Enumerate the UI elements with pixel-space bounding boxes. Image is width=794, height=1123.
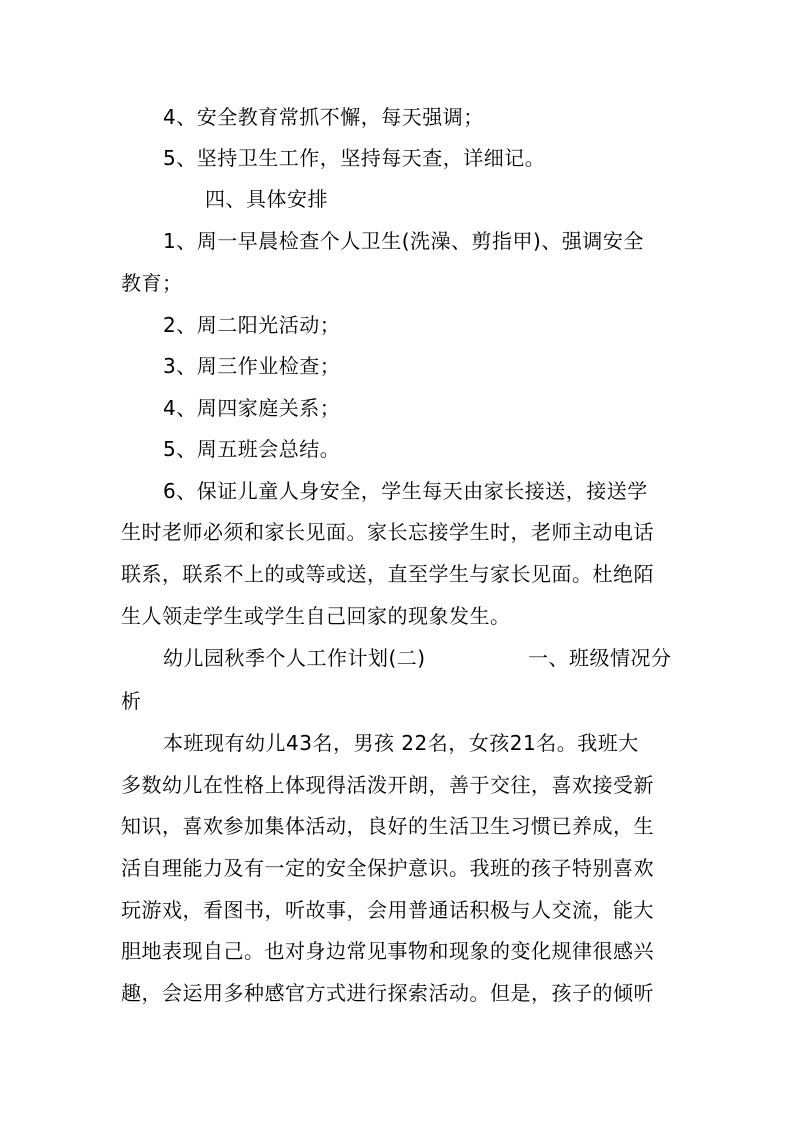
section-heading: 四、具体安排 bbox=[205, 187, 328, 211]
text-line: 4、安全教育常抓不懈，每天强调； bbox=[163, 105, 484, 129]
text-line: 5、周五班会总结。 bbox=[163, 437, 341, 461]
text-line: 教育； bbox=[121, 271, 183, 295]
document-title: 幼儿园秋季个人工作计划(二) bbox=[163, 646, 426, 670]
text-line: 胆地表现自己。也对身边常见事物和现象的变化规律很感兴 bbox=[121, 939, 654, 963]
text-line: 趣，会运用多种感官方式进行探索活动。但是，孩子的倾听 bbox=[121, 981, 654, 1005]
text-line: 多数幼儿在性格上体现得活泼开朗，善于交往，喜欢接受新 bbox=[121, 773, 654, 797]
text-line: 生时老师必须和家长见面。家长忘接学生时，老师主动电话 bbox=[121, 520, 654, 544]
section-heading: 一、班级情况分 bbox=[528, 646, 672, 670]
text-line: 6、保证儿童人身安全，学生每天由家长接送，接送学 bbox=[163, 479, 648, 503]
text-line: 本班现有幼儿43名，男孩 22名，女孩21名。我班大 bbox=[163, 731, 639, 755]
text-line: 活自理能力及有一定的安全保护意识。我班的孩子特别喜欢 bbox=[121, 856, 654, 880]
text-line: 玩游戏，看图书，听故事，会用普通话积极与人交流，能大 bbox=[121, 898, 654, 922]
text-line: 联系，联系不上的或等或送，直至学生与家长见面。杜绝陌 bbox=[121, 562, 654, 586]
text-line: 知识，喜欢参加集体活动，良好的生活卫生习惯已养成，生 bbox=[121, 814, 654, 838]
text-line: 析 bbox=[121, 689, 142, 713]
text-line: 5、坚持卫生工作，坚持每天查，详细记。 bbox=[163, 146, 546, 170]
text-line: 生人领走学生或学生自己回家的现象发生。 bbox=[121, 604, 511, 628]
text-line: 4、周四家庭关系； bbox=[163, 396, 341, 420]
text-line: 1、周一早晨检查个人卫生(洗澡、剪指甲)、强调安全 bbox=[163, 229, 644, 253]
text-line: 2、周二阳光活动； bbox=[163, 313, 341, 337]
text-line: 3、周三作业检查； bbox=[163, 354, 341, 378]
